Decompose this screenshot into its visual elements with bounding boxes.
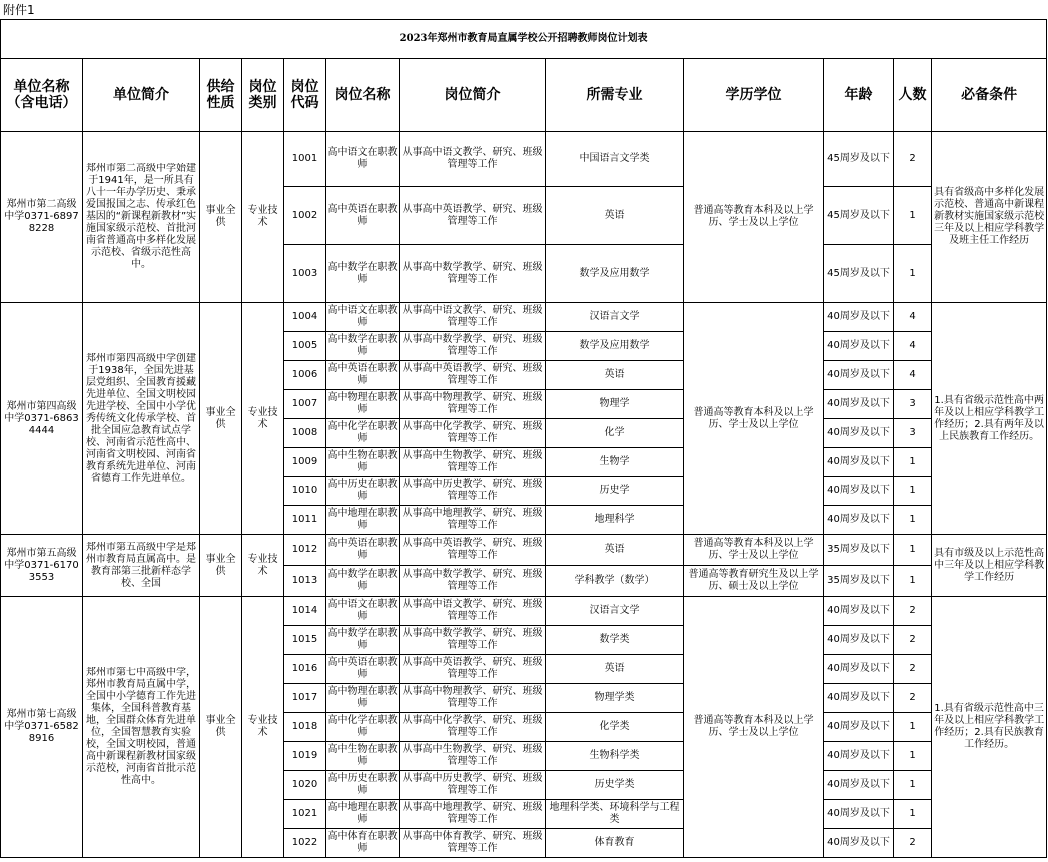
age-cell: 40周岁及以下	[824, 506, 894, 535]
unit-intro-text: 郑州市第五高级中学是郑州市教育局直属高中。是教育部第三批新样态学校、全国	[86, 541, 196, 589]
major-cell: 数学及应用数学	[546, 245, 684, 303]
unit-intro-text: 郑州市第四高级中学创建于1938年，全国先进基层党组织、全国教育援藏先进单位、全国文明校园先进学校、全国中小学优秀传统文化传承学校、首批全国应急教育试点学校、河南省示范性高中、河南省文明校园、河南省教育系统先进单位、河南省德育工作先进单位。	[86, 352, 196, 484]
major-cell: 汉语言文学	[546, 303, 684, 332]
post-code-cell: 1015	[284, 626, 326, 655]
count-cell: 4	[894, 361, 932, 390]
header-post-intro: 岗位简介	[400, 59, 546, 132]
count-cell: 1	[894, 742, 932, 771]
header-post-code: 岗位代码	[284, 59, 326, 132]
major-cell: 地理科学	[546, 506, 684, 535]
header-education: 学历学位	[684, 59, 824, 132]
post-code-cell: 1006	[284, 361, 326, 390]
table-row	[1, 535, 1047, 566]
post-name-cell: 高中语文在职教师	[326, 303, 400, 332]
post-category-cell: 专业技术	[242, 535, 284, 597]
age-cell: 40周岁及以下	[824, 597, 894, 626]
age-cell: 40周岁及以下	[824, 655, 894, 684]
major-cell: 地理科学类、环境科学与工程类	[546, 800, 684, 829]
post-name-cell: 高中地理在职教师	[326, 800, 400, 829]
post-name-cell: 高中生物在职教师	[326, 448, 400, 477]
age-cell: 40周岁及以下	[824, 684, 894, 713]
count-cell: 1	[894, 448, 932, 477]
post-intro-cell: 从事高中体育教学、研究、班级管理等工作	[400, 829, 546, 858]
count-cell: 2	[894, 132, 932, 187]
unit-intro-text: 郑州市第二高级中学始建于1941年，是一所具有八十一年办学历史、秉承爱国报国之志、传承红色基因的“新课程新教材”实施国家级示范校、首批河南省普通高中多样化发展示范校、省级示范性高中。	[85, 163, 197, 270]
count-cell: 1	[894, 713, 932, 742]
post-code-cell: 1007	[284, 390, 326, 419]
count-cell: 1	[894, 800, 932, 829]
major-cell: 数学类	[546, 626, 684, 655]
post-name-cell: 高中历史在职教师	[326, 771, 400, 800]
age-cell: 40周岁及以下	[824, 361, 894, 390]
age-cell: 40周岁及以下	[824, 390, 894, 419]
age-cell: 35周岁及以下	[824, 535, 894, 566]
table-title: 2023年郑州市教育局直属学校公开招聘教师岗位计划表	[1, 20, 1047, 59]
age-cell: 40周岁及以下	[824, 829, 894, 858]
header-funding: 供给性质	[200, 59, 242, 132]
age-cell: 40周岁及以下	[824, 771, 894, 800]
count-cell: 4	[894, 332, 932, 361]
post-name-cell: 高中物理在职教师	[326, 390, 400, 419]
post-intro-cell: 从事高中历史教学、研究、班级管理等工作	[400, 477, 546, 506]
header-requirements: 必备条件	[932, 59, 1047, 132]
post-intro-cell: 从事高中地理教学、研究、班级管理等工作	[400, 506, 546, 535]
major-cell: 英语	[546, 187, 684, 245]
post-name-cell: 高中英语在职教师	[326, 361, 400, 390]
major-cell: 生物科学类	[546, 742, 684, 771]
unit-intro-cell	[83, 597, 200, 858]
age-cell: 40周岁及以下	[824, 448, 894, 477]
post-code-cell: 1022	[284, 829, 326, 858]
post-name-cell: 高中英语在职教师	[326, 187, 400, 245]
post-code-cell: 1020	[284, 771, 326, 800]
post-name-cell: 高中数学在职教师	[326, 566, 400, 597]
unit-intro-cell	[83, 132, 200, 303]
count-cell: 2	[894, 829, 932, 858]
post-code-cell: 1004	[284, 303, 326, 332]
age-cell: 40周岁及以下	[824, 477, 894, 506]
count-cell: 2	[894, 684, 932, 713]
age-cell: 35周岁及以下	[824, 566, 894, 597]
requirements-cell: 具有市级及以上示范性高中三年及以上相应学科教学工作经历	[932, 535, 1047, 597]
requirements-cell: 1.具有省级示范性高中两年及以上相应学科教学工作经历；2.具有两年及以上民族教育工作经历。	[932, 303, 1047, 535]
count-cell: 1	[894, 771, 932, 800]
post-intro-cell: 从事高中英语教学、研究、班级管理等工作	[400, 361, 546, 390]
post-code-cell: 1010	[284, 477, 326, 506]
post-code-cell: 1017	[284, 684, 326, 713]
age-cell: 45周岁及以下	[824, 187, 894, 245]
post-intro-cell: 从事高中英语教学、研究、班级管理等工作	[400, 655, 546, 684]
education-cell: 普通高等教育研究生及以上学历、硕士及以上学位	[684, 566, 824, 597]
major-cell: 化学	[546, 419, 684, 448]
unit-name-cell: 郑州市第七高级中学0371-65828916	[1, 597, 83, 858]
education-cell: 普通高等教育本科及以上学历、学士及以上学位	[684, 303, 824, 535]
table-row	[1, 303, 1047, 332]
major-cell: 物理学类	[546, 684, 684, 713]
major-cell: 历史学	[546, 477, 684, 506]
post-intro-cell: 从事高中物理教学、研究、班级管理等工作	[400, 390, 546, 419]
post-intro-cell: 从事高中英语教学、研究、班级管理等工作	[400, 535, 546, 566]
post-intro-cell: 从事高中数学教学、研究、班级管理等工作	[400, 332, 546, 361]
unit-name-cell: 郑州市第五高级中学0371-61703553	[1, 535, 83, 597]
count-cell: 3	[894, 390, 932, 419]
post-name-cell: 高中历史在职教师	[326, 477, 400, 506]
post-code-cell: 1012	[284, 535, 326, 566]
age-cell: 40周岁及以下	[824, 626, 894, 655]
education-cell: 普通高等教育本科及以上学历、学士及以上学位	[684, 597, 824, 858]
major-cell: 化学类	[546, 713, 684, 742]
age-cell: 40周岁及以下	[824, 419, 894, 448]
post-name-cell: 高中数学在职教师	[326, 626, 400, 655]
count-cell: 3	[894, 419, 932, 448]
unit-intro-cell	[83, 535, 200, 597]
header-age: 年龄	[824, 59, 894, 132]
count-cell: 4	[894, 303, 932, 332]
header-count: 人数	[894, 59, 932, 132]
header-unit-name: 单位名称（含电话）	[1, 59, 83, 132]
post-code-cell: 1002	[284, 187, 326, 245]
post-intro-cell: 从事高中历史教学、研究、班级管理等工作	[400, 771, 546, 800]
header-post-name: 岗位名称	[326, 59, 400, 132]
count-cell: 1	[894, 566, 932, 597]
major-cell: 英语	[546, 655, 684, 684]
post-category-cell: 专业技术	[242, 303, 284, 535]
post-code-cell: 1001	[284, 132, 326, 187]
age-cell: 40周岁及以下	[824, 742, 894, 771]
funding-cell: 事业全供	[200, 535, 242, 597]
major-cell: 汉语言文学	[546, 597, 684, 626]
header-major: 所需专业	[546, 59, 684, 132]
annex-label: 附件1	[3, 3, 35, 17]
post-name-cell: 高中地理在职教师	[326, 506, 400, 535]
count-cell: 2	[894, 597, 932, 626]
post-code-cell: 1018	[284, 713, 326, 742]
post-code-cell: 1016	[284, 655, 326, 684]
funding-cell: 事业全供	[200, 303, 242, 535]
count-cell: 1	[894, 535, 932, 566]
major-cell: 生物学	[546, 448, 684, 477]
age-cell: 40周岁及以下	[824, 800, 894, 829]
post-code-cell: 1009	[284, 448, 326, 477]
unit-name-cell: 郑州市第四高级中学0371-68634444	[1, 303, 83, 535]
post-intro-cell: 从事高中语文教学、研究、班级管理等工作	[400, 597, 546, 626]
post-intro-cell: 从事高中化学教学、研究、班级管理等工作	[400, 713, 546, 742]
age-cell: 40周岁及以下	[824, 303, 894, 332]
major-cell: 物理学	[546, 390, 684, 419]
major-cell: 英语	[546, 535, 684, 566]
education-cell: 普通高等教育本科及以上学历、学士及以上学位	[684, 535, 824, 566]
major-cell: 学科教学（数学）	[546, 566, 684, 597]
count-cell: 1	[894, 245, 932, 303]
requirements-cell: 1.具有省级示范性高中三年及以上相应学科教学工作经历；2.具有民族教育工作经历。	[932, 597, 1047, 858]
post-code-cell: 1008	[284, 419, 326, 448]
count-cell: 2	[894, 626, 932, 655]
count-cell: 1	[894, 477, 932, 506]
post-name-cell: 高中体育在职教师	[326, 829, 400, 858]
post-intro-cell: 从事高中化学教学、研究、班级管理等工作	[400, 419, 546, 448]
major-cell: 体育教育	[546, 829, 684, 858]
post-name-cell: 高中英语在职教师	[326, 655, 400, 684]
post-intro-cell: 从事高中地理教学、研究、班级管理等工作	[400, 800, 546, 829]
post-name-cell: 高中语文在职教师	[326, 597, 400, 626]
post-intro-cell: 从事高中生物教学、研究、班级管理等工作	[400, 448, 546, 477]
post-code-cell: 1005	[284, 332, 326, 361]
unit-intro-cell	[83, 303, 200, 535]
post-name-cell: 高中数学在职教师	[326, 332, 400, 361]
requirements-cell: 具有省级高中多样化发展示范校、普通高中新课程新教材实施国家级示范校三年及以上相应学科教学及班主任工作经历	[932, 132, 1047, 303]
unit-intro-text: 郑州市第七中高级中学，郑州市教育局直属中学，全国中小学德育工作先进集体，全国科普教育基地，全国群众体育先进单位，全国智慧教育实验校，全国文明校园，普通高中新课程新教材国家级示范校，河南省首批示范性高中。	[86, 667, 196, 786]
post-intro-cell: 从事高中生物教学、研究、班级管理等工作	[400, 742, 546, 771]
unit-name-cell: 郑州市第二高级中学0371-68978228	[1, 132, 83, 303]
age-cell: 40周岁及以下	[824, 713, 894, 742]
header-post-category: 岗位类别	[242, 59, 284, 132]
post-name-cell: 高中生物在职教师	[326, 742, 400, 771]
table-row	[1, 132, 1047, 187]
count-cell: 1	[894, 506, 932, 535]
post-intro-cell: 从事高中数学教学、研究、班级管理等工作	[400, 626, 546, 655]
age-cell: 40周岁及以下	[824, 332, 894, 361]
post-name-cell: 高中语文在职教师	[326, 132, 400, 187]
post-intro-cell: 从事高中语文教学、研究、班级管理等工作	[400, 303, 546, 332]
post-name-cell: 高中化学在职教师	[326, 713, 400, 742]
post-code-cell: 1021	[284, 800, 326, 829]
post-intro-cell: 从事高中数学教学、研究、班级管理等工作	[400, 245, 546, 303]
age-cell: 45周岁及以下	[824, 245, 894, 303]
post-name-cell: 高中数学在职教师	[326, 245, 400, 303]
post-intro-cell: 从事高中物理教学、研究、班级管理等工作	[400, 684, 546, 713]
education-cell: 普通高等教育本科及以上学历、学士及以上学位	[684, 132, 824, 303]
post-intro-cell: 从事高中数学教学、研究、班级管理等工作	[400, 566, 546, 597]
post-code-cell: 1014	[284, 597, 326, 626]
post-category-cell: 专业技术	[242, 132, 284, 303]
major-cell: 英语	[546, 361, 684, 390]
post-intro-cell: 从事高中语文教学、研究、班级管理等工作	[400, 132, 546, 187]
count-cell: 1	[894, 187, 932, 245]
post-code-cell: 1011	[284, 506, 326, 535]
post-name-cell: 高中化学在职教师	[326, 419, 400, 448]
header-unit-intro: 单位简介	[83, 59, 200, 132]
post-code-cell: 1019	[284, 742, 326, 771]
major-cell: 数学及应用数学	[546, 332, 684, 361]
post-code-cell: 1003	[284, 245, 326, 303]
post-name-cell: 高中英语在职教师	[326, 535, 400, 566]
post-code-cell: 1013	[284, 566, 326, 597]
funding-cell: 事业全供	[200, 132, 242, 303]
major-cell: 中国语言文学类	[546, 132, 684, 187]
count-cell: 2	[894, 655, 932, 684]
age-cell: 45周岁及以下	[824, 132, 894, 187]
table-row	[1, 597, 1047, 626]
major-cell: 历史学类	[546, 771, 684, 800]
recruitment-plan-table	[0, 19, 1047, 858]
funding-cell: 事业全供	[200, 597, 242, 858]
header-row	[1, 59, 1047, 132]
post-intro-cell: 从事高中英语教学、研究、班级管理等工作	[400, 187, 546, 245]
post-name-cell: 高中物理在职教师	[326, 684, 400, 713]
post-category-cell: 专业技术	[242, 597, 284, 858]
